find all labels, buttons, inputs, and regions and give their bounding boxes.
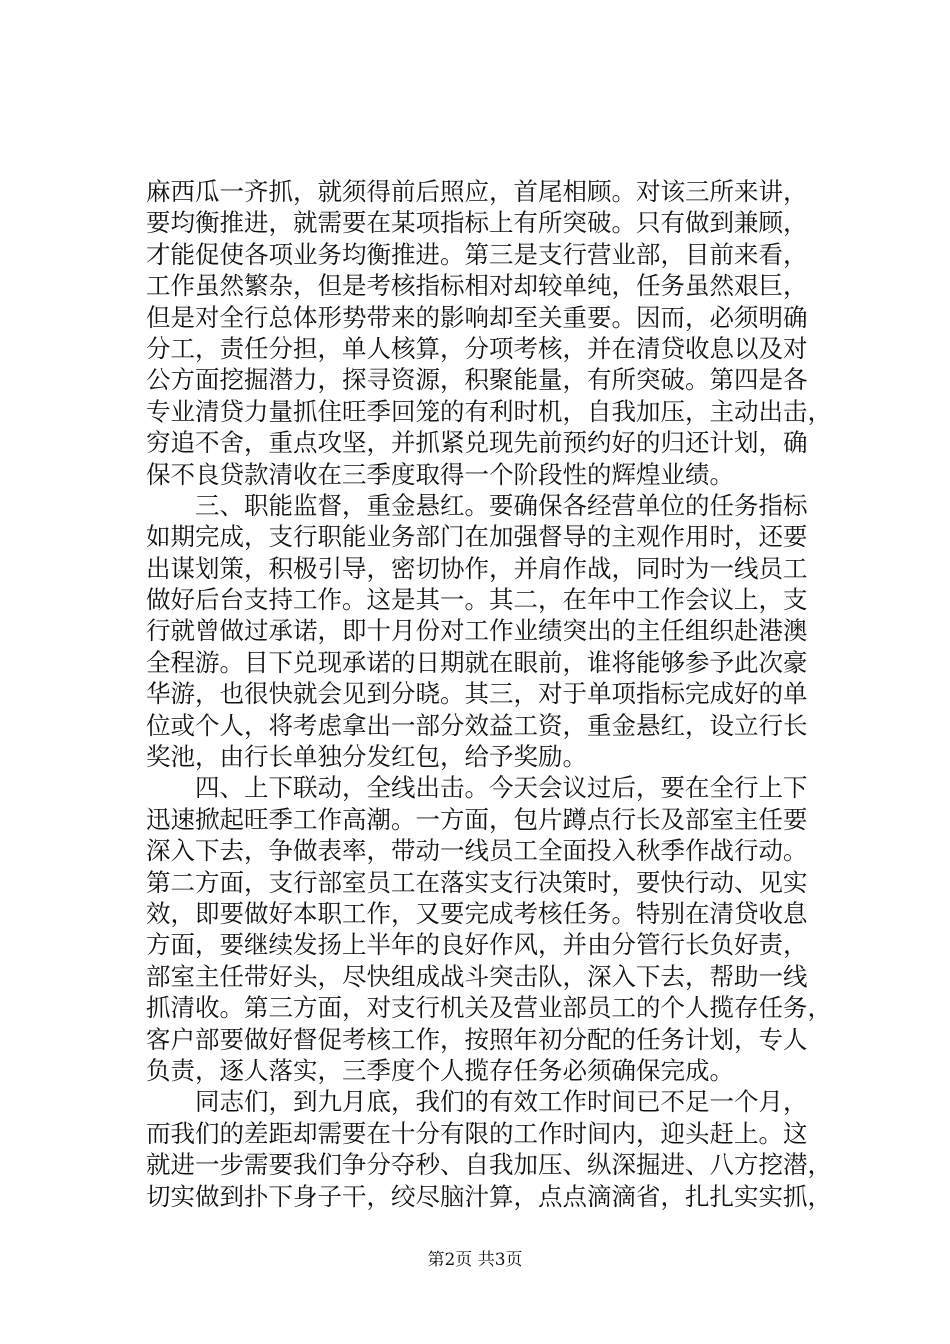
text-line: 要均衡推进，就需要在某项指标上有所突破。只有做到兼顾， bbox=[146, 208, 808, 238]
text-line: 工作虽然繁杂，但是考核指标相对却较单纯，任务虽然艰巨， bbox=[146, 271, 808, 301]
text-line: 而我们的差距却需要在十分有限的工作时间内，迎头赶上。这 bbox=[146, 1118, 808, 1148]
paragraph-start-line: 同志们，到九月底，我们的有效工作时间已不足一个月， bbox=[146, 1087, 808, 1117]
text-line: 如期完成，支行职能业务部门在加强督导的主观作用时，还要 bbox=[146, 522, 808, 552]
body-text bbox=[146, 176, 836, 1212]
text-line: 华游，也很快就会见到分晓。其三，对于单项指标完成好的单 bbox=[146, 679, 808, 709]
text-line: 抓清收。第三方面，对支行机关及营业部员工的个人揽存任务， bbox=[146, 993, 832, 1023]
text-line: 深入下去，争做表率，带动一线员工全面投入秋季作战行动。 bbox=[146, 836, 808, 866]
text-line: 效，即要做好本职工作，又要完成考核任务。特别在清贷收息 bbox=[146, 898, 808, 928]
text-line: 行就曾做过承诺，即十月份对工作业绩突出的主任组织赴港澳 bbox=[146, 616, 808, 646]
text-line: 就进一步需要我们争分夺秒、自我加压、纵深掘进、八方挖潜， bbox=[146, 1150, 832, 1180]
paragraph-start-line: 四、上下联动，全线出击。今天会议过后，要在全行上下 bbox=[146, 773, 808, 803]
text-line: 位或个人，将考虑拿出一部分效益工资，重金悬红，设立行长 bbox=[146, 710, 808, 740]
text-line: 负责，逐人落实，三季度个人揽存任务必须确保完成。 bbox=[146, 1055, 734, 1085]
text-line: 奖池，由行长单独分发红包，给予奖励。 bbox=[146, 742, 587, 772]
text-line: 公方面挖掘潜力，探寻资源，积聚能量，有所突破。第四是各 bbox=[146, 365, 808, 395]
text-line: 保不良贷款清收在三季度取得一个阶段性的辉煌业绩。 bbox=[146, 459, 734, 489]
text-line: 方面，要继续发扬上半年的良好作风，并由分管行长负好责， bbox=[146, 930, 808, 960]
page-number-footer: 第2页 共3页 bbox=[427, 1250, 523, 1270]
text-line: 全程游。目下兑现承诺的日期就在眼前，谁将能够参予此次豪 bbox=[146, 647, 808, 677]
text-line: 穷追不舍，重点攻坚，并抓紧兑现先前预约好的归还计划，确 bbox=[146, 428, 808, 458]
text-line: 第二方面，支行部室员工在落实支行决策时，要快行动、见实 bbox=[146, 867, 808, 897]
text-line: 麻西瓜一齐抓，就须得前后照应，首尾相顾。对该三所来讲， bbox=[146, 177, 808, 206]
text-line: 才能促使各项业务均衡推进。第三是支行营业部，目前来看， bbox=[146, 239, 808, 269]
text-line: 分工，责任分担，单人核算，分项考核，并在清贷收息以及对 bbox=[146, 333, 808, 363]
text-line: 做好后台支持工作。这是其一。其二，在年中工作会议上，支 bbox=[146, 585, 808, 615]
paragraph-start-line: 三、职能监督，重金悬红。要确保各经营单位的任务指标 bbox=[146, 490, 808, 520]
text-line: 切实做到扑下身子干，绞尽脑汁算，点点滴滴省，扎扎实实抓， bbox=[146, 1181, 832, 1211]
text-line: 但是对全行总体形势带来的影响却至关重要。因而，必须明确 bbox=[146, 302, 808, 332]
text-line: 专业清贷力量抓住旺季回笼的有利时机，自我加压，主动出击， bbox=[146, 396, 832, 426]
text-line: 出谋划策，积极引导，密切协作，并肩作战，同时为一线员工 bbox=[146, 553, 808, 583]
text-line: 部室主任带好头，尽快组成战斗突击队，深入下去，帮助一线 bbox=[146, 961, 808, 991]
text-line: 迅速掀起旺季工作高潮。一方面，包片蹲点行长及部室主任要 bbox=[146, 804, 808, 834]
text-line: 客户部要做好督促考核工作，按照年初分配的任务计划，专人 bbox=[146, 1024, 808, 1054]
